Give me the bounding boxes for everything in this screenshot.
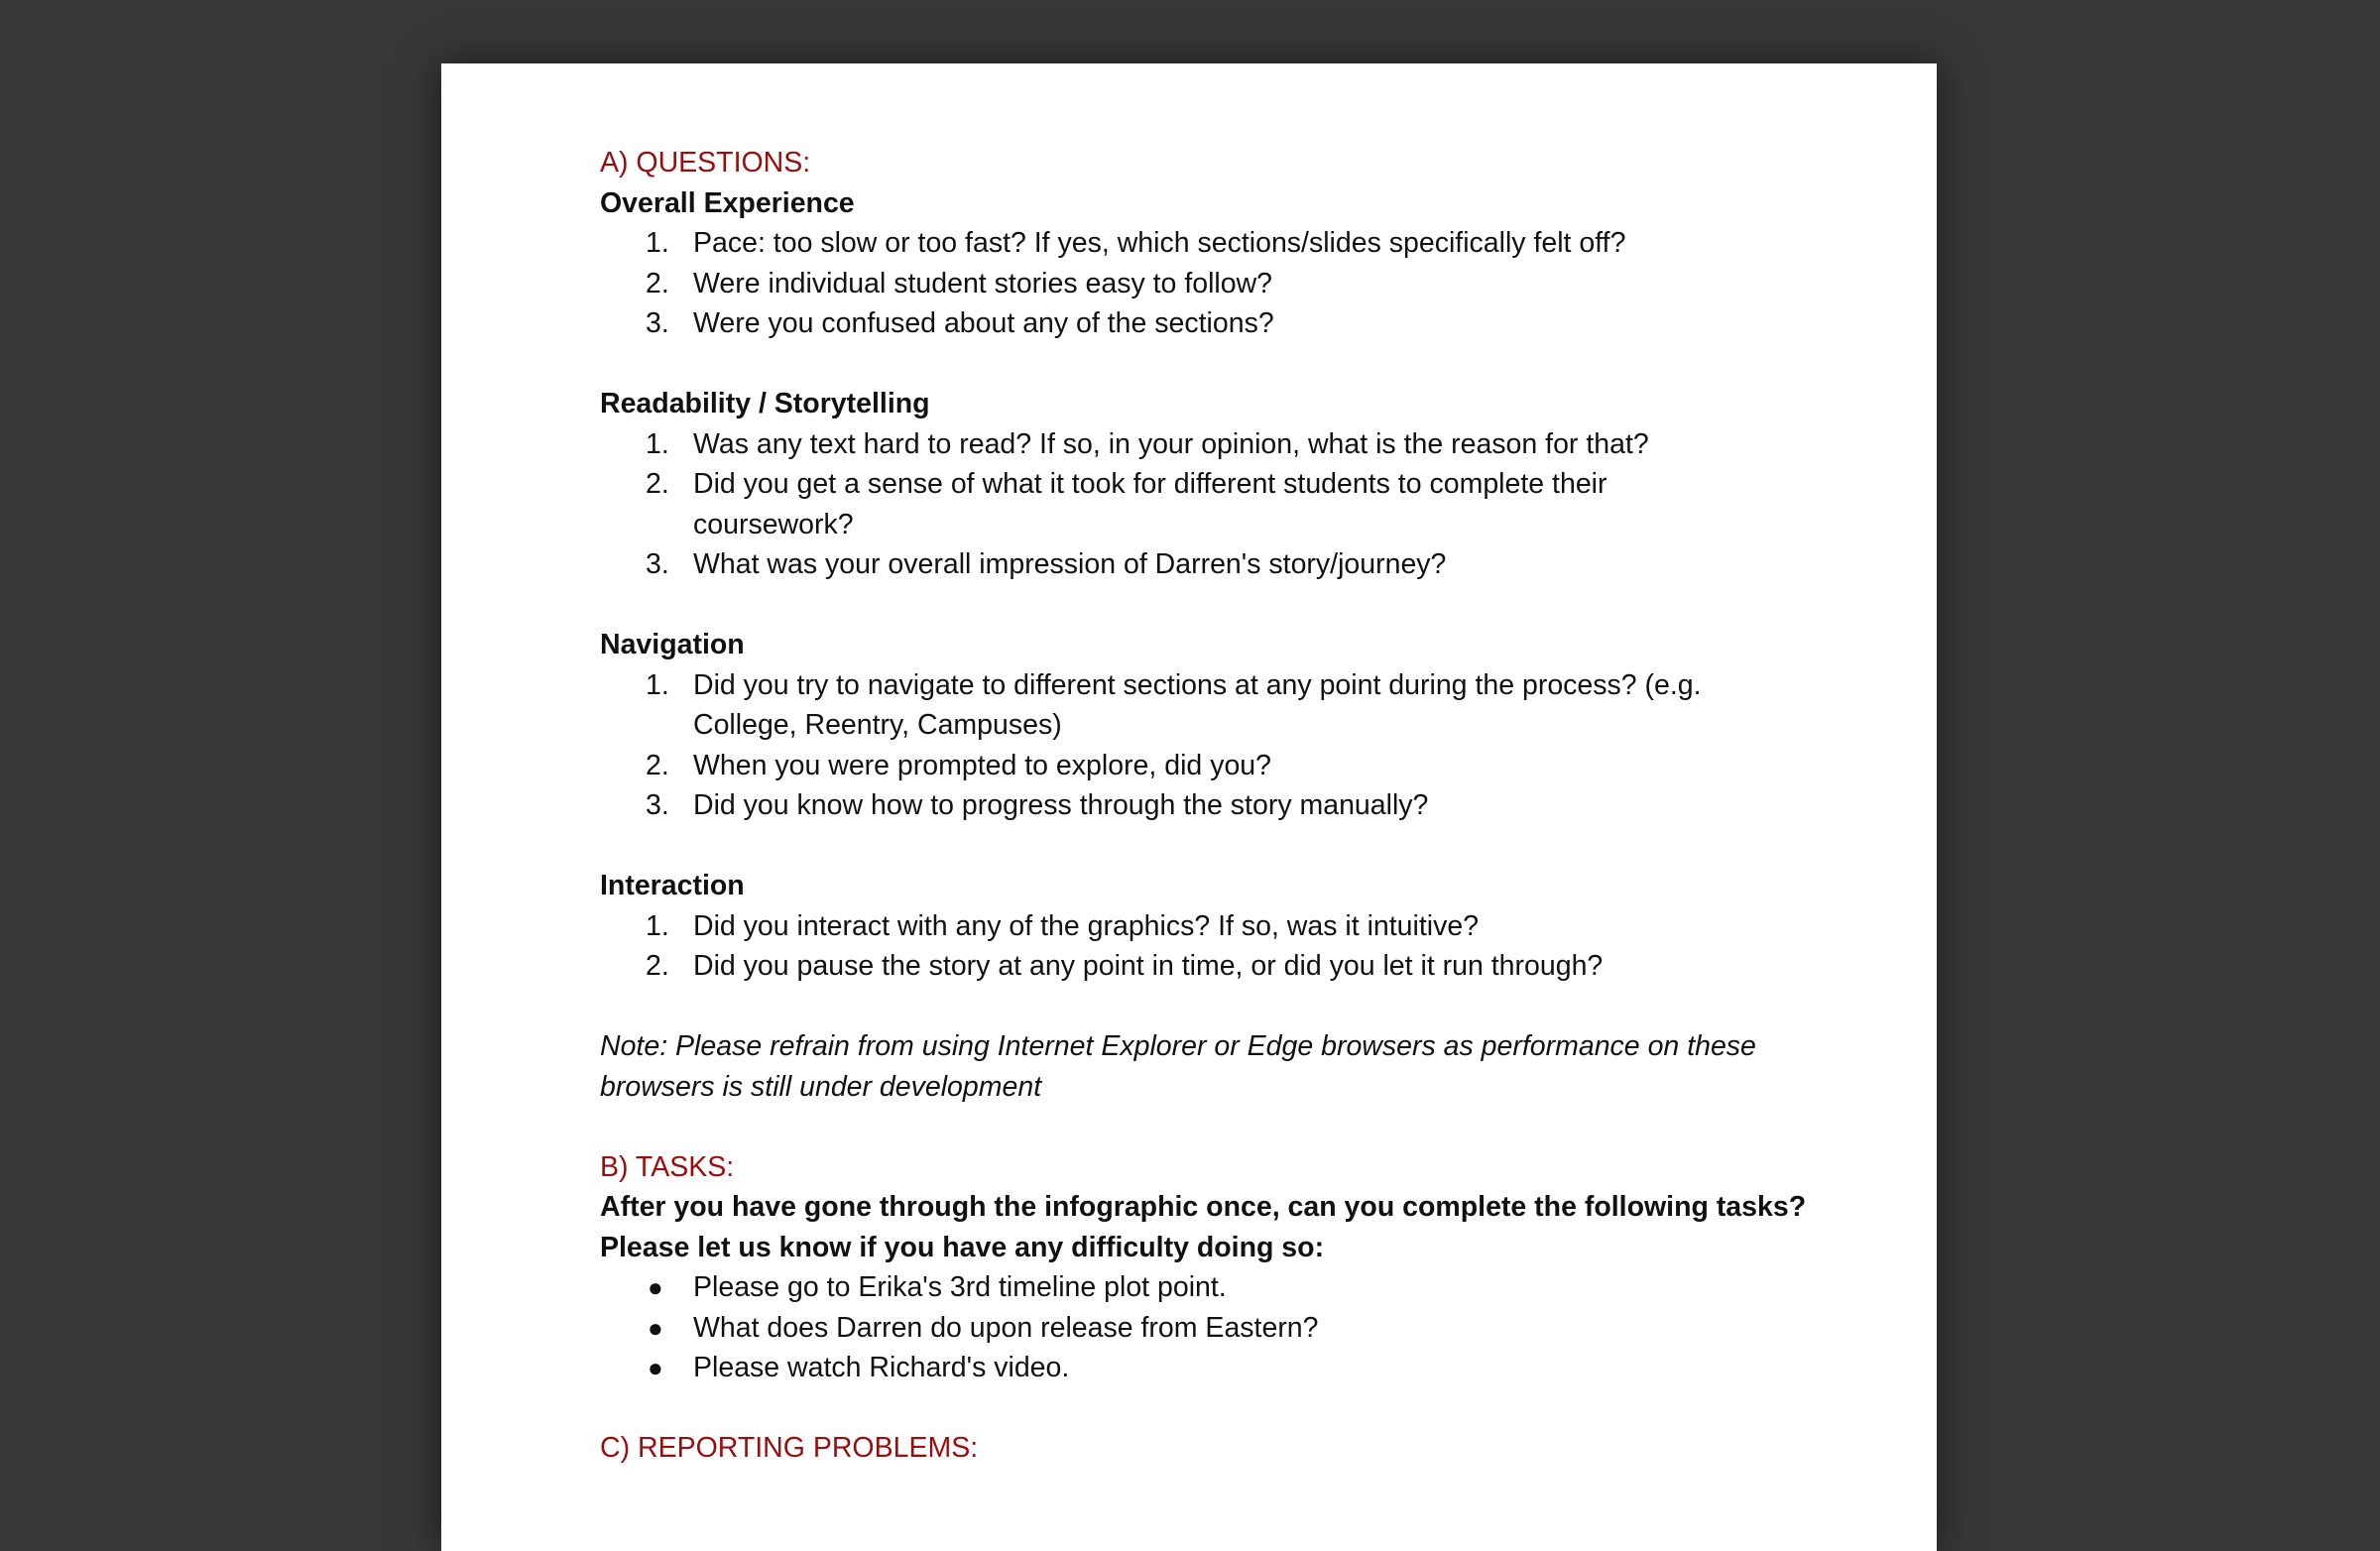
numbered-list-overall-experience bbox=[600, 223, 1790, 344]
bullet-icon: ● bbox=[648, 1272, 663, 1302]
document-content bbox=[600, 143, 1807, 1469]
spacer bbox=[600, 1107, 1790, 1147]
section-heading-tasks: B) TASKS: bbox=[600, 1150, 735, 1183]
numbered-list-interaction bbox=[600, 906, 1790, 987]
list-item bbox=[600, 906, 1790, 947]
numbered-list-navigation bbox=[600, 665, 1790, 826]
list-item-text: What was your overall impression of Darren's story/journey? bbox=[693, 548, 1447, 580]
list-item-text-continued: coursework? bbox=[693, 508, 854, 540]
group-title-readability: Readability / Storytelling bbox=[600, 388, 930, 419]
list-item-text: Was any text hard to read? If so, in your opinion, what is the reason for that? bbox=[693, 427, 1649, 460]
bullet-icon: ● bbox=[648, 1353, 663, 1382]
list-item-text: Please go to Erika's 3rd timeline plot point. bbox=[693, 1271, 1227, 1303]
bullet-icon: ● bbox=[648, 1312, 663, 1343]
tasks-intro-continued: Please let us know if you have any difficulty doing so: bbox=[600, 1231, 1325, 1263]
list-item-text: Did you get a sense of what it took for different students to complete their bbox=[693, 468, 1607, 500]
spacer bbox=[600, 344, 1790, 385]
list-item-text: Did you interact with any of the graphics? If so, was it intuitive? bbox=[693, 909, 1480, 942]
spacer bbox=[600, 1388, 1790, 1429]
list-item bbox=[600, 303, 1790, 344]
list-item bbox=[600, 946, 1790, 987]
list-number: 1. bbox=[646, 427, 669, 460]
list-number: 2. bbox=[646, 950, 669, 982]
list-number: 1. bbox=[646, 227, 669, 259]
list-item bbox=[600, 746, 1790, 786]
section-heading-reporting: C) REPORTING PROBLEMS: bbox=[600, 1432, 979, 1464]
list-item-text: Pace: too slow or too fast? If yes, which sections/slides specifically felt off? bbox=[693, 227, 1626, 259]
tasks-intro: After you have gone through the infographic once, can you complete the following tasks? bbox=[600, 1191, 1807, 1223]
bullet-list-tasks bbox=[600, 1267, 1790, 1388]
list-number: 2. bbox=[646, 267, 669, 299]
list-number: 3. bbox=[646, 789, 669, 821]
list-item bbox=[600, 665, 1790, 746]
numbered-list-readability bbox=[600, 424, 1790, 585]
browser-note: Note: Please refrain from using Internet Explorer or Edge browsers as performance on these bbox=[600, 1030, 1756, 1062]
list-number: 3. bbox=[646, 307, 669, 339]
list-item bbox=[600, 464, 1790, 544]
list-item-text-continued: College, Reentry, Campuses) bbox=[693, 709, 1062, 741]
list-item bbox=[600, 1267, 1790, 1308]
list-item bbox=[600, 544, 1790, 585]
section-heading-questions: A) QUESTIONS: bbox=[600, 147, 811, 179]
list-item-text: Were individual student stories easy to follow? bbox=[693, 267, 1273, 299]
list-item-text: Were you confused about any of the sections? bbox=[693, 307, 1274, 339]
list-item bbox=[600, 785, 1790, 826]
browser-note-continued: browsers is still under development bbox=[600, 1070, 1042, 1103]
list-number: 2. bbox=[646, 749, 669, 781]
list-number: 1. bbox=[646, 909, 669, 942]
list-item-text: Did you know how to progress through the story manually? bbox=[693, 789, 1429, 821]
list-item bbox=[600, 1308, 1790, 1349]
list-item-text: When you were prompted to explore, did you? bbox=[693, 749, 1271, 781]
spacer bbox=[600, 987, 1790, 1027]
list-item-text: Did you try to navigate to different sections at any point during the process? (e.g. bbox=[693, 668, 1702, 701]
list-item bbox=[600, 223, 1790, 264]
spacer bbox=[600, 826, 1790, 867]
document-page bbox=[441, 63, 1937, 1551]
group-title-overall-experience: Overall Experience bbox=[600, 186, 855, 219]
group-title-navigation: Navigation bbox=[600, 629, 745, 660]
list-item bbox=[600, 264, 1790, 304]
list-item-text: Please watch Richard's video. bbox=[693, 1352, 1070, 1383]
list-number: 3. bbox=[646, 548, 669, 580]
list-item bbox=[600, 424, 1790, 465]
list-item bbox=[600, 1348, 1790, 1388]
list-item-text: Did you pause the story at any point in time, or did you let it run through? bbox=[693, 950, 1604, 982]
list-item-text: What does Darren do upon release from Eastern? bbox=[693, 1311, 1319, 1344]
group-title-interaction: Interaction bbox=[600, 870, 745, 901]
spacer bbox=[600, 585, 1790, 626]
list-number: 2. bbox=[646, 468, 669, 500]
list-number: 1. bbox=[646, 668, 669, 701]
